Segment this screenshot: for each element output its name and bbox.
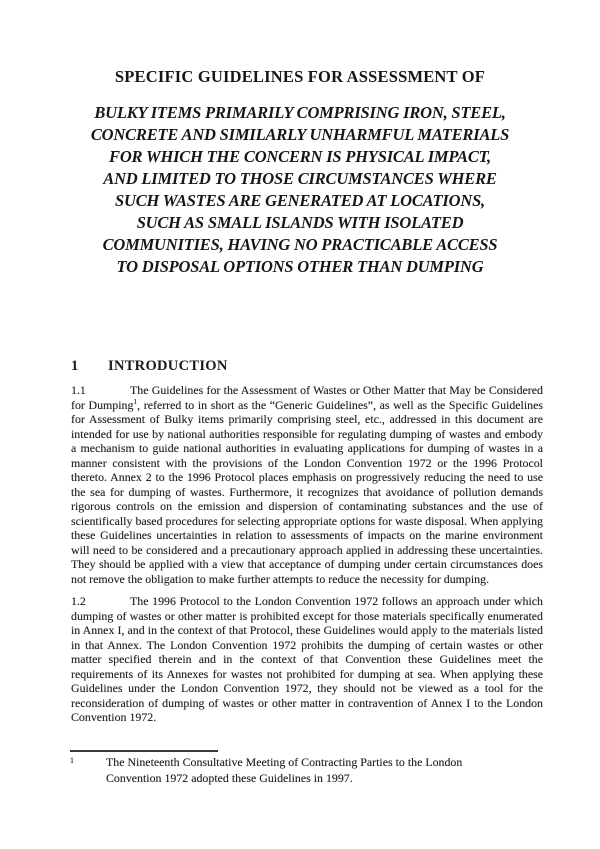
subtitle-line: COMMUNITIES, HAVING NO PRACTICABLE ACCESS [102,235,498,254]
subtitle-line: FOR WHICH THE CONCERN IS PHYSICAL IMPACT, [109,147,491,166]
subtitle-line: SUCH AS SMALL ISLANDS WITH ISOLATED [136,213,464,232]
subtitle-line: CONCRETE AND SIMILARLY UNHARMFUL MATERIALS [90,125,510,144]
paragraph-text: The Guidelines for the Assessment of Wastes or Other Matter that May be Considered for Dumping [71,383,543,412]
paragraph-1-2 [71,594,543,725]
paragraph-number: 1.2 [71,594,86,608]
footnote-marker: 1 [70,756,74,765]
subtitle-line: TO DISPOSAL OPTIONS OTHER THAN DUMPING [116,257,484,276]
subtitle-line: SUCH WASTES ARE GENERATED AT LOCATIONS, [115,191,485,210]
section-heading [71,358,228,375]
paragraph-1-1 [71,383,543,586]
footnote-reference: 1 [133,396,138,406]
document-subtitle [0,102,600,278]
section-number: 1 [71,358,79,374]
subtitle-line: AND LIMITED TO THOSE CIRCUMSTANCES WHERE [103,169,497,188]
paragraph-text: The 1996 Protocol to the London Convention 1972 follows an approach under which dumping of wastes or other matter is prohibited except for those materials specifically enumerated in Annex I, and in the context of that Protocol, these Guidelines would apply to the materials listed in that Annex. The London Convention 1972 prohibits the dumping of certain wastes or other matter specified therein and in the context of that Convention these Guidelines meet the requirements of its Annexes for wastes not prohibited for dumping at sea. When applying these Guidelines under the London Convention 1972, they should not be viewed as a tool for the reconsideration of dumping of wastes or other matter in contravention of Annex I to the London Convention 1972. [71,594,543,724]
paragraph-number: 1.1 [71,383,86,397]
footnote-divider [70,750,218,752]
footnote-text: The Nineteenth Consultative Meeting of Contracting Parties to the London Convention 1972 adopted these Guidelines in 1997. [106,755,463,785]
document-body [71,383,543,725]
document-title: SPECIFIC GUIDELINES FOR ASSESSMENT OF [114,67,486,86]
paragraph-text: , referred to in short as the “Generic Guidelines”, as well as the Specific Guidelines for Assessment of Bulky items primarily comprising steel, etc., addressed in this document are intended for use by national authorities responsible for regulating dumping of wastes and embody a mechanism to guide national authorities in evaluating applications for dumping of wastes in a manner consistent with the provisions of the London Convention 1972 or the 1996 Protocol thereto. Annex 2 to the 1996 Protocol places emphasis on progressively reducing the need to use the sea for dumping of wastes. Furthermore, it recognizes that avoidance of pollution demands rigorous controls on the emission and dispersion of contaminating substances and the use of scientifically based procedures for selecting appropriate options for waste disposal. When applying these Guidelines uncertainties in relation to assessments of impacts on the marine environment will need to be considered and a precautionary approach applied in addressing these uncertainties. They should be applied with a view that acceptance of dumping under certain circumstances does not remove the obligation to make further attempts to reduce the necessity for dumping. [71,397,543,586]
section-title: INTRODUCTION [108,358,228,374]
subtitle-line: BULKY ITEMS PRIMARILY COMPRISING IRON, STEEL, [94,103,506,122]
footnote [69,755,509,786]
